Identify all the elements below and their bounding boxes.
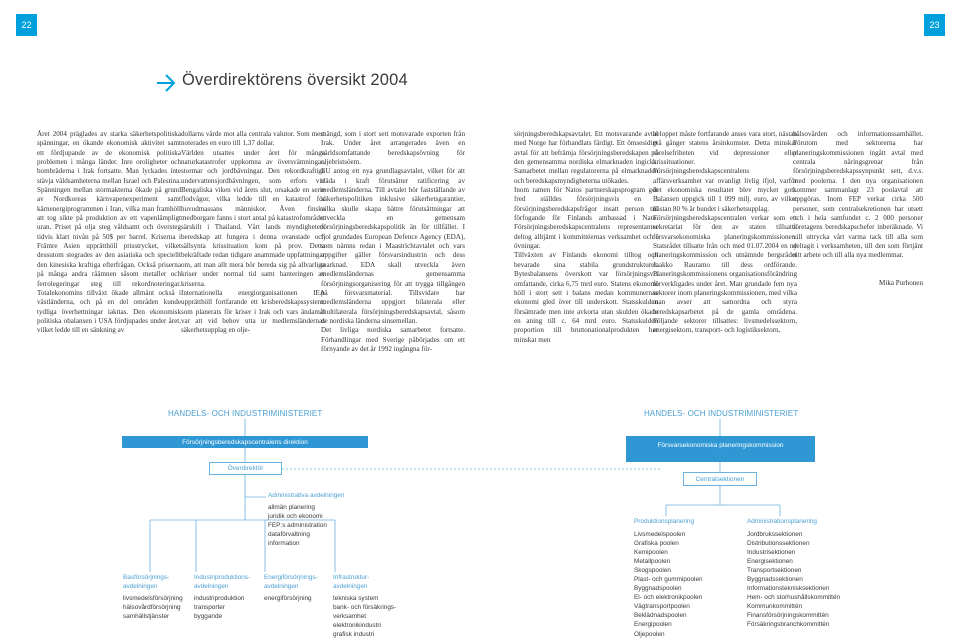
list-item: Energisektionen <box>747 558 793 566</box>
list-item: Transportsektionen <box>747 567 802 575</box>
signature: Mika Purhonen <box>879 278 923 287</box>
dept-energiforsorjning-list <box>264 594 312 603</box>
text-column-2 <box>181 130 325 336</box>
list-item: allmän planering <box>268 504 315 511</box>
secretariat-box: Centralsektionen <box>683 472 757 486</box>
list-item: Livsmedelspoolen <box>634 531 686 538</box>
list-item: Industrisektionen <box>747 549 796 557</box>
central-direction-box: Försörjningsberedskapscentralens direktion <box>122 436 368 448</box>
paragraph: Året 2004 präglades av starka säkerhetspolitiska spänningar, en ökande ekonomisk aktivitet samt ett fördjupande av de ekonomisk politiska problemen i många länder. Inre oroligheter och bombräderna i Irak fortsatte. Man lyckades inte stävja våldsamheterna mellan Israel och Palestina. Spänningen mellan stormakterna ökade på grund av Nordkoreas kärnvapenexperiment samt kärnenergiprogrammen i Iran, vilka man framhöll att tog sikte på produktion av ett vapenlämpligt uran. Priset på olja steg våldsamt och översteg tidvis klart nivån på 50$ per barrel. Kriserna i Främre Asien upprätthöll prisstrycket, vilket dessutom stegrades av den asiatiska och speciellt den kinesiska kraftiga efterfrågan. Också priserna på många andra råämnen såsom metaller och ferrolegeringar steg till rekordnoteringar. Totalekonomins tillväxt ökade allmänt också i västländerna, och på en del områden kunde tydliga överhettningar iakttas. Den ekonomisk politiska obalansen i USA fördjupades under året, vilket ledde till en sänkning av <box>37 130 181 335</box>
list-item: elektronikindustri <box>333 622 381 630</box>
director-box: Överdirektör <box>209 462 282 475</box>
list-item: Finansförsörjningskommittén <box>747 612 829 620</box>
list-item: Grafiska poolen <box>634 540 679 548</box>
list-item: Plast- och gummipoolen <box>634 576 703 584</box>
page-number-left: 22 <box>16 14 37 36</box>
list-item: Kommunkommittén <box>747 603 803 611</box>
text-column-3 <box>321 130 465 354</box>
list-item: information <box>268 540 300 548</box>
list-item: transporter <box>194 604 225 612</box>
paragraph: Försörjningsberedskapscentralen verkar som ett sekretariat för den av staten tillsatta försvarsekonomiska planeringskommissionen. Statsrådet tillsatte från och med 01.07.2004 en ny planeringskommission och utnämnde bergsrådet Jaakko Rauramo till dess ordförande. Planeringskommissionens organisationsförändring förverkligades under året. Man grundade fem nya sektorer inom planeringskommissionen, med vilka man avser att samordna och styra beredskapsarbetet på de gamla områdena. Följande sektorer tillsattes: livsmedelssektorn, energisektorn, transport- och logistiksektorn, <box>653 214 797 335</box>
page-title: Överdirektörens översikt 2004 <box>182 71 408 89</box>
list-item: byggande <box>194 613 223 621</box>
paragraph: EU antog ett nya grundlagsavtalet, vilket för att träda i kraft förutsätter ratificering av medlemsländerna. Till avtalet hör fastställande av säkerhetspolitiken inklusive säkerhetsgarantier, vilka skulle skapa bättre förutsättningar att utveckla en gemensam försörjningsberedskapspolitik än för tillfället. I fjol grundades European Defence Agency (EDA), som nämns redan i Maastrichtavtalet och vars uppgifter gäller försvarsindustrin och dess marknad. EDA skall utveckla även medlemsländernas gemensamma försörjningsorganisering för att trygga tillgången på försvarsmaterial. Tillsvidare har medlemsländerna uppgjort bilaterala eller multilaterala försörjningsberedskapsavtal, såsom de nordiska länderna sinsemellan. <box>321 167 465 325</box>
planning-commission-box: Försvarsekonomiska planeringskommission <box>626 436 815 462</box>
list-item: Hem- och storhushållskommittén <box>747 594 841 602</box>
admin-dept-list <box>268 503 327 548</box>
paragraph: sörjningsberedskapsavtalet. Ett motsvarande avtal med Norge har förhandlats färdigt. Ett ömsesidigt avtal för att befrämja försörjningsberedskapen på den gemensamma nordiska elmarknaden ingicks. Samarbetet mellan regulatorerna på elmarknaden och beredskapsmyndigheterna utökades. <box>514 130 658 185</box>
list-item: Jordbrukssektionen <box>747 531 803 538</box>
list-item: Kemipoolen <box>634 549 668 557</box>
production-planning-title: Produktionsplanering <box>634 518 695 525</box>
list-item: livsmedelsförsörjning <box>123 595 183 602</box>
text-column-4 <box>514 130 658 345</box>
list-item: Beklädnadspoolen <box>634 612 687 620</box>
dept-infrastruktur-title: Infrastruktur- avdelningen <box>333 574 370 590</box>
paragraph: Tillväxten av Finlands ekonomi tilltog och bevarade sina stabila grundstrukturer. Bytesbalansens överskott var försörjningsvis omfattande, cirka 6,75 mrd euro. Statens ekonomi höll i stort sett i balans medan kommunernas ekonomi gled över till underskott. Statsskulden försämrade men inte avkorta utan skulden ökade en aning till c. 64 mrd euro. Statsskulden proportion till bruttonationalprodukten har minskat men <box>514 251 658 344</box>
dept-basforsorjning-list <box>123 594 183 621</box>
paragraph: Världen utsattes under året för många naturkatastrofer uppkomna av översvämningar, stormar och jordbävningar. Den rekordkraftiga undervattensjordbävningen, som erfors vid Bengaliska viken vid årets slut, orsakade en serie flodvågor, vilka ledde till en katastrof för huvudmassans människor. Även finska medborgare fanns i stort antal på katastrofområdet särskilt i Thailand. Vårt lands myndigheters beredskap att fungera i denna ovanstade och sällsynta krissituation kom på prov. Detta bekräftade redan tidigare anammade uppfattningar om, att man allt mera bör bereda sig på allvarliga kriser under normal tid samt hanteringen av kriserna. <box>181 148 325 288</box>
admin-dept-title: Administrativa avdelningen <box>268 492 345 499</box>
list-item: Metallpoolen <box>634 558 671 566</box>
paragraph: Internationella energiorganisationen IEA upprätthöll fortfarande ett krisberedskapssystem, som planerats för kriser i Irak och vars ändamål var att vid behov utta ur medlemsländernas säkerhetsupplag en olje- <box>181 288 325 335</box>
administration-planning-list <box>747 530 840 630</box>
list-item: Byggnadssektionen <box>747 576 803 584</box>
list-item: samhällstjänster <box>123 613 170 621</box>
list-item: Byggnadspoolen <box>634 585 682 593</box>
list-item: Skogspoolen <box>634 567 671 575</box>
paragraph: beloppet måste fortfarande anses vara stort, nästan två gånger statens årsinkomster. Detta minskar rörelsefriheten vid depressioner eller krissituationer. <box>653 130 797 167</box>
list-item: tekniska system <box>333 595 379 602</box>
text-column-6 <box>793 130 923 288</box>
text-column-1 <box>37 130 181 336</box>
list-item: industriproduktion <box>194 595 245 602</box>
dept-basforsorjning-title: Basförsörjnings- avdelningen <box>123 574 170 590</box>
administration-planning-title: Administrationsplanering <box>747 518 817 525</box>
list-item: grafisk industri <box>333 631 375 639</box>
text-column-5 <box>653 130 797 336</box>
list-item: Informationsteknisksektionen <box>747 585 830 593</box>
list-item: Energipoolen <box>634 621 672 629</box>
list-item: juridik och ekonomi <box>268 513 323 521</box>
dept-industriproduktion-list <box>194 594 244 621</box>
ministry-heading-right: HANDELS- OCH INDUSTRIMINISTERIET <box>644 409 799 418</box>
dept-infrastruktur-list <box>333 594 403 639</box>
paragraph: hälsovården och informationssamhället. Förutom med sektorerna har planeringskommissionen ingått avtal med centrala näringsgrenar från försörjningsberedskapssynpunkt sett, d.v.s. med poolerna. I den nya organisationen kommer sammanlagt 23 poolavtal att uppgöras. Inom FEP verkar cirka 500 personer, som centralsekretionen har utsett och i hela samfundet c. 2 000 personer företagens beredskapschefer inberäknade. Vi vill uttrycka vårt varma tack till alla som deltagit i verksamheten, till den som förtjänt sitt arbete och till alla nya medlemmar. <box>793 130 923 260</box>
dept-industriproduktion-title: Industriproduktions- avdelningen <box>194 574 251 590</box>
paragraph: Inom ramen för Natos partnerskapsprogram gör fred ställdes försörjningsvis en i försörjningsberedskapsfrågor insatt person till förfogande för Finlands ambassad i Nato. Försörjningsberedskapscentralens representanter deltog alltjämt i kommittéernas verksamhet och i övningar. <box>514 186 658 251</box>
list-item: FEP:s administration <box>268 522 327 530</box>
list-item: Oljepoolen <box>634 630 665 638</box>
list-item: Försäkringsbranchkommittén <box>747 621 830 629</box>
list-item: bank- och försäkrings- verksamhet <box>333 604 397 621</box>
dept-energiforsorjning-title: Energiförsörjnings- avdelningen <box>264 574 318 590</box>
paragraph: mängd, som i stort sett motsvarade exporten från Irak. Under året arrangerades även en världsomfattande beredskapsövning för oljebristsöem. <box>321 130 465 167</box>
paragraph: Det livliga nordiska samarbetet fortsatte. Förhandlingar med Sverige påbörjades om ett förnyande av det år 1992 ingångna för- <box>321 326 465 353</box>
list-item: Distributionssektionen <box>747 540 810 548</box>
list-item: El- och elektronikpoolen <box>634 594 703 602</box>
ministry-heading-left: HANDELS- OCH INDUSTRIMINISTERIET <box>168 409 323 418</box>
list-item: dataförvaltning <box>268 531 310 539</box>
list-item: hälsovårdförsörjning <box>123 604 181 612</box>
page-number-right: 23 <box>924 14 945 36</box>
paragraph: dollarns värde mot alla centrala valutor. Som mest noterades en euro till 1,37 dollar. <box>181 130 325 148</box>
arrow-icon <box>155 72 177 94</box>
list-item: Vägtransportpoolen <box>634 603 690 611</box>
paragraph: Försörjningsberedskapscentralens affärsverksamhet var ovanligt livlig ifjol, varför det ekonomiska resultatet blev mycket gott. Balansen uppgick till 1 099 milj. euro, av vilket nästan 80 % är bundet i säkerhetsupplag. <box>653 167 797 213</box>
list-item: energiförsörjning <box>264 595 312 602</box>
production-planning-list <box>634 530 703 639</box>
